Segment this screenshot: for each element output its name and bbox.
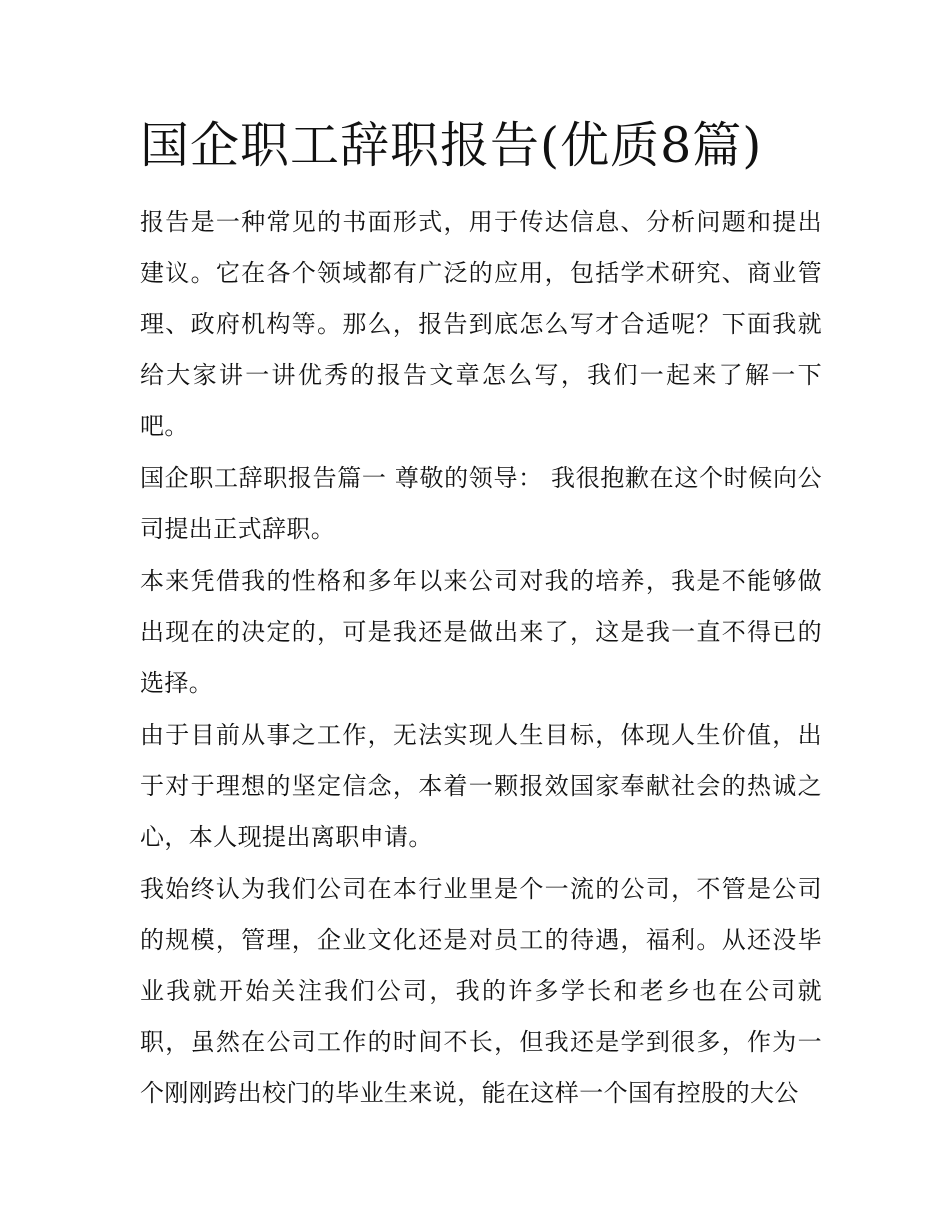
paragraph-reason: 由于目前从事之工作，无法实现人生目标，体现人生价值，出于对于理想的坚定信念，本着一颗报效国家奉献社会的热诚之心，本人现提出离职申请。: [140, 721, 822, 851]
document-body: [140, 197, 822, 1120]
paragraph-decision: 本来凭借我的性格和多年以来公司对我的培养，我是不能够做出现在的决定的，可是我还是做出来了，这是我一直不得已的选择。: [140, 567, 822, 697]
paragraph-company: 我始终认为我们公司在本行业里是个一流的公司，不管是公司的规模，管理，企业文化还是对员工的待遇，福利。从还没毕业我就开始关注我们公司，我的许多学长和老乡也在公司就职，虽然在公司工作的时间不长，但我还是学到很多，作为一个刚刚跨出校门的毕业生来说，能在这样一个国有控股的大公: [140, 875, 822, 1107]
paragraph-opening: 国企职工辞职报告篇一 尊敬的领导： 我很抱歉在这个时候向公司提出正式辞职。: [140, 464, 822, 543]
document-title: 国企职工辞职报告(优质8篇): [140, 117, 763, 174]
paragraph-intro: 报告是一种常见的书面形式，用于传达信息、分析问题和提出建议。它在各个领域都有广泛的应用，包括学术研究、商业管理、政府机构等。那么，报告到底怎么写才合适呢？下面我就给大家讲一讲优秀的报告文章怎么写，我们一起来了解一下吧。: [140, 208, 822, 440]
